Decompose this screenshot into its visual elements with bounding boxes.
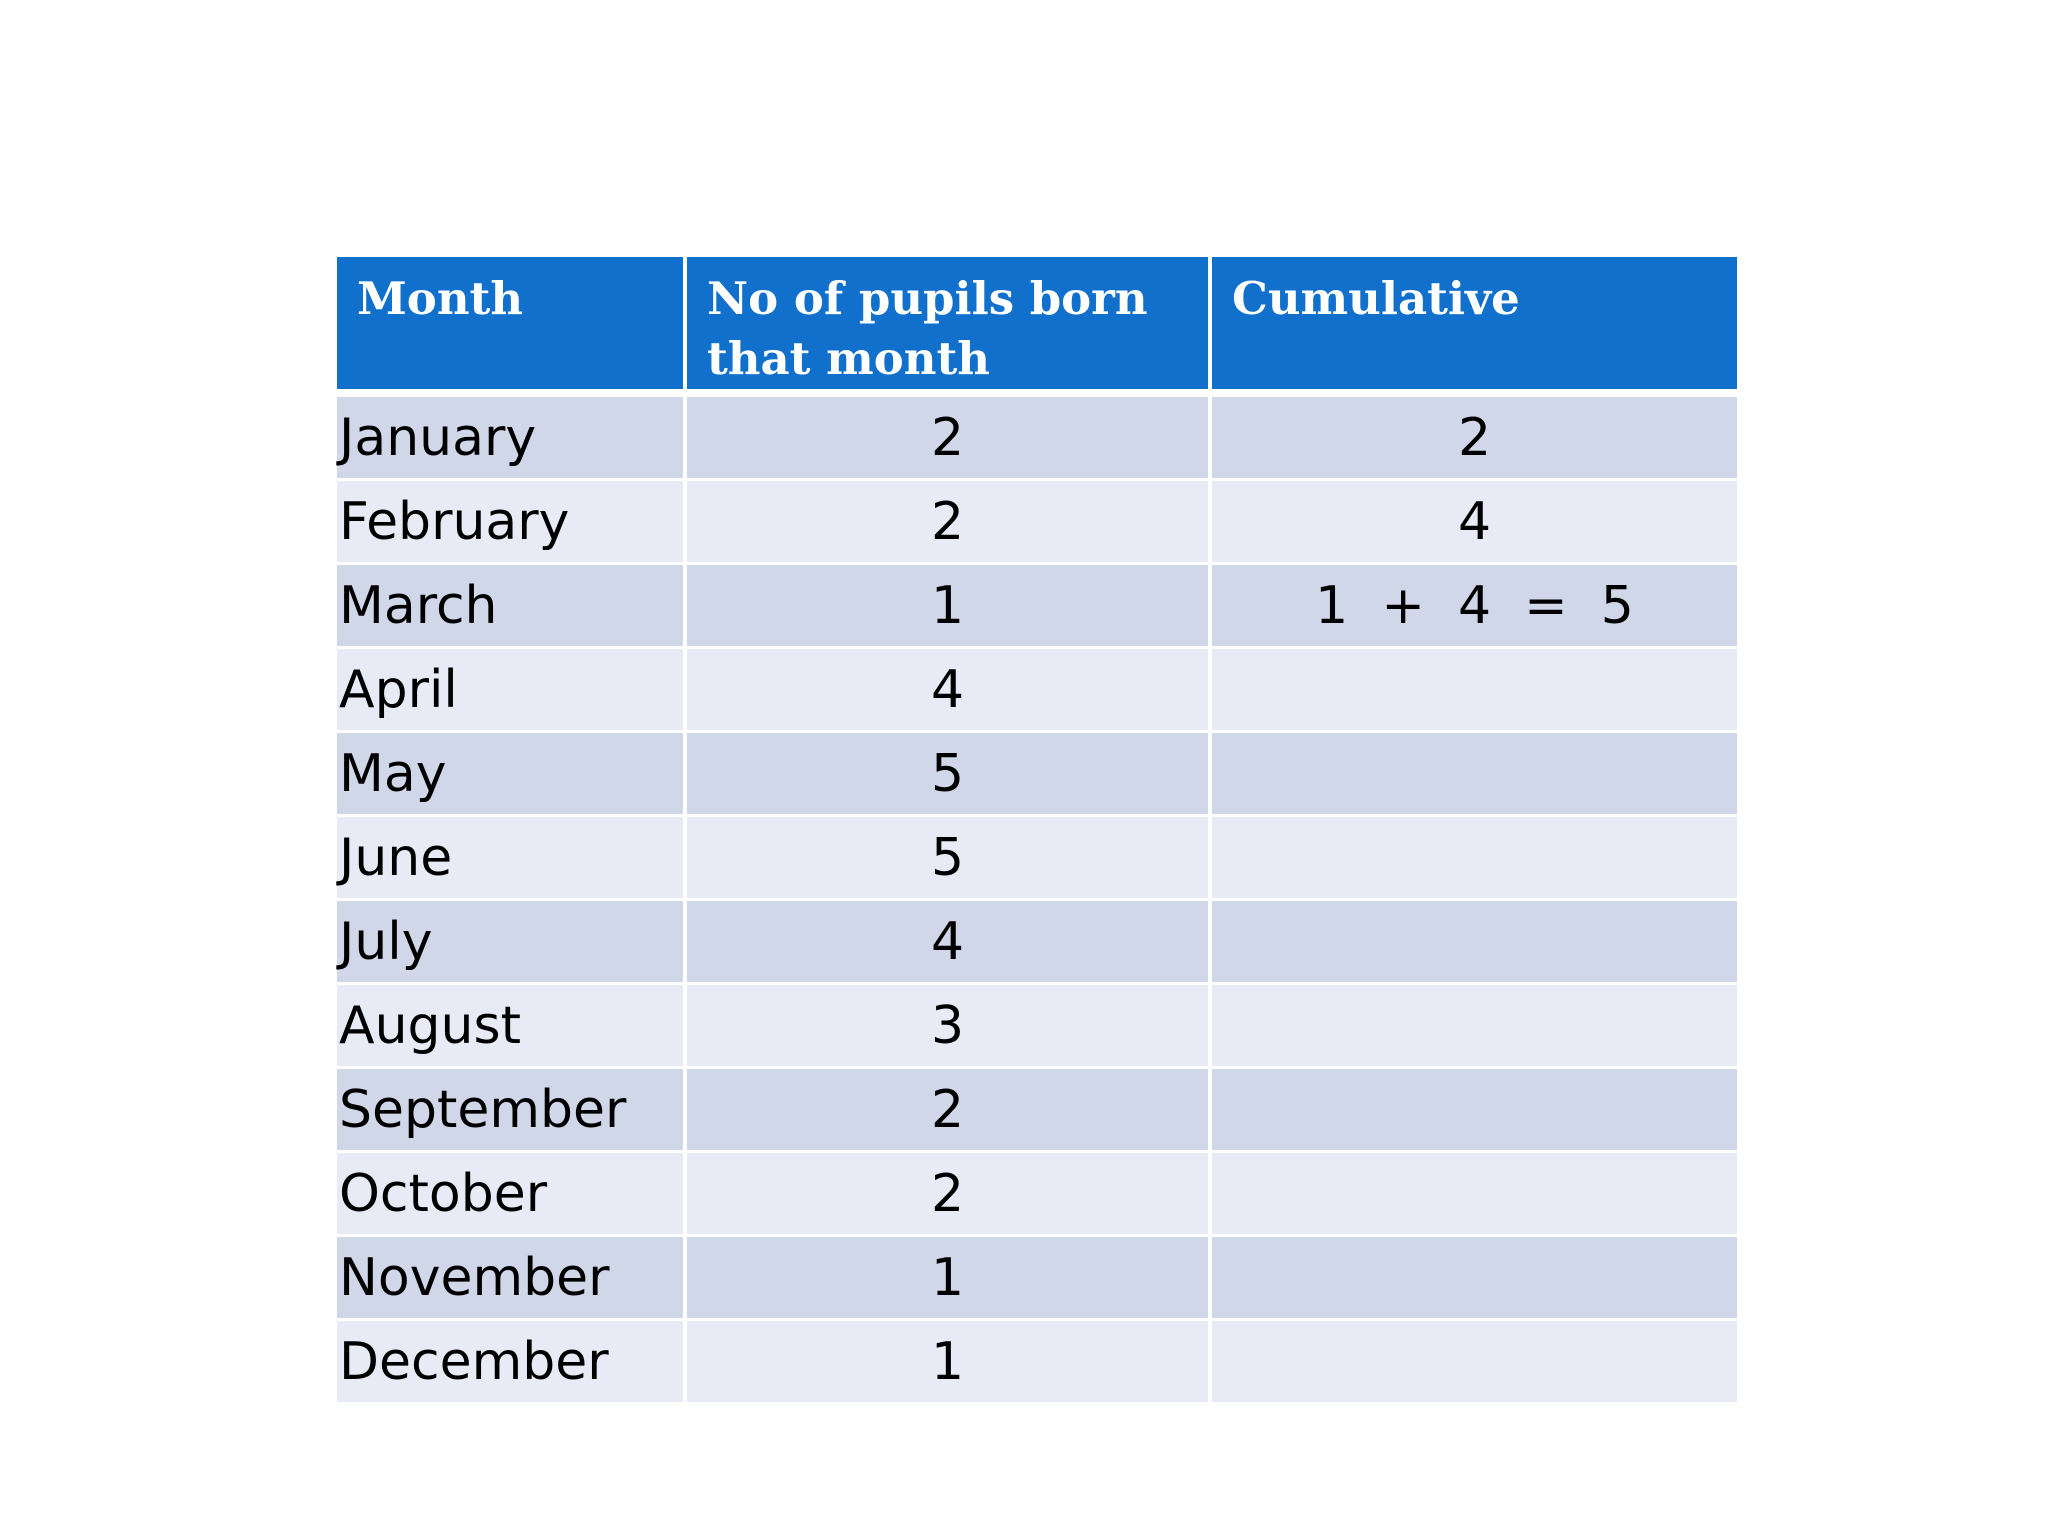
table-body <box>337 397 1737 1405</box>
cumulative-cell <box>1212 985 1737 1069</box>
cumulative-cell <box>1212 733 1737 817</box>
cumulative-cell: 2 <box>1212 397 1737 481</box>
cumulative-cell <box>1212 1069 1737 1153</box>
month-cell: April <box>337 649 687 733</box>
table-row <box>337 1069 1737 1153</box>
table-row <box>337 1321 1737 1405</box>
cumulative-cell <box>1212 1321 1737 1405</box>
table-row <box>337 901 1737 985</box>
month-cell: July <box>337 901 687 985</box>
table-row <box>337 397 1737 481</box>
pupils-cell: 1 <box>687 1321 1212 1405</box>
table-row <box>337 1153 1737 1237</box>
header-pupils: No of pupils born that month <box>687 257 1212 397</box>
month-cell: January <box>337 397 687 481</box>
cumulative-cell <box>1212 1237 1737 1321</box>
header-cumulative: Cumulative <box>1212 257 1737 397</box>
table-row <box>337 733 1737 817</box>
month-cell: November <box>337 1237 687 1321</box>
table-row <box>337 481 1737 565</box>
month-cell: August <box>337 985 687 1069</box>
cumulative-cell <box>1212 901 1737 985</box>
cumulative-cell: 4 <box>1212 481 1737 565</box>
pupils-cell: 3 <box>687 985 1212 1069</box>
month-cell: March <box>337 565 687 649</box>
pupils-cell: 1 <box>687 1237 1212 1321</box>
cumulative-cell <box>1212 649 1737 733</box>
pupils-cell: 2 <box>687 481 1212 565</box>
table-row <box>337 1237 1737 1321</box>
header-row <box>337 257 1737 397</box>
cumulative-cell: 1 + 4 = 5 <box>1212 565 1737 649</box>
month-cell: February <box>337 481 687 565</box>
cumulative-cell <box>1212 817 1737 901</box>
pupils-cell: 5 <box>687 817 1212 901</box>
header-month: Month <box>337 257 687 397</box>
month-cell: December <box>337 1321 687 1405</box>
month-cell: June <box>337 817 687 901</box>
month-cell: October <box>337 1153 687 1237</box>
pupils-cell: 4 <box>687 901 1212 985</box>
pupils-cell: 2 <box>687 1153 1212 1237</box>
table-row <box>337 649 1737 733</box>
pupils-birth-month-table <box>337 257 1737 1405</box>
month-cell: May <box>337 733 687 817</box>
pupils-cell: 2 <box>687 1069 1212 1153</box>
cumulative-cell <box>1212 1153 1737 1237</box>
pupils-cell: 4 <box>687 649 1212 733</box>
month-cell: September <box>337 1069 687 1153</box>
pupils-cell: 1 <box>687 565 1212 649</box>
table-row <box>337 985 1737 1069</box>
pupils-cell: 5 <box>687 733 1212 817</box>
table-row <box>337 817 1737 901</box>
table-row <box>337 565 1737 649</box>
table-header <box>337 257 1737 397</box>
pupils-cell: 2 <box>687 397 1212 481</box>
